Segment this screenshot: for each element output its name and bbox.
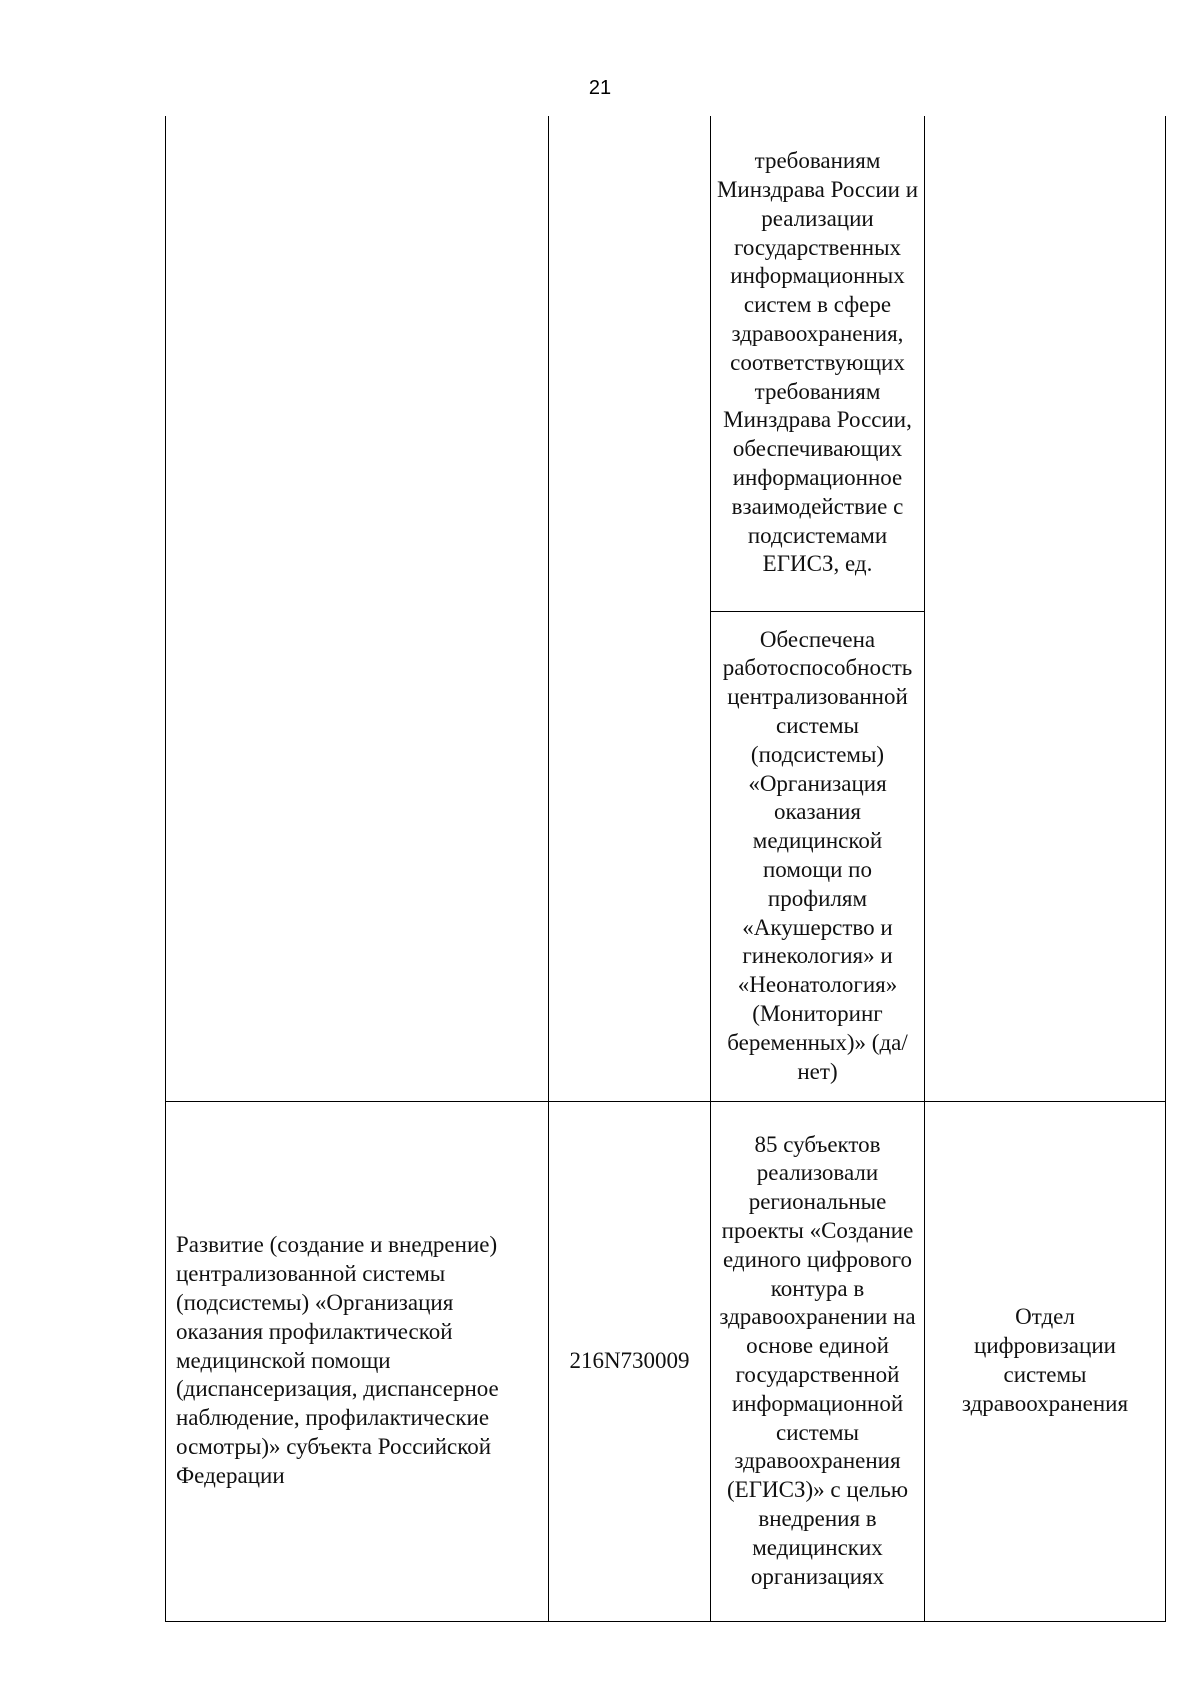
- responsible-unit: Отдел цифровизации системы здравоохранения: [961, 1304, 1129, 1416]
- table-cell-name: [166, 1101, 549, 1621]
- table-cell-responsible: [925, 1101, 1166, 1621]
- table-cell-responsible: [925, 116, 1166, 1101]
- table-cell-code: [549, 116, 711, 1101]
- measure-name: Развитие (создание и внедрение) централизованной системы (подсистемы) «Организация оказания профилактической медицинской помощи (диспансеризация, диспансерное наблюдение, профилактические осмотры)» субъекта Российской Федерации: [176, 1232, 499, 1488]
- indicator-text: 85 субъектов реализовали региональные проекты «Создание единого цифрового контура в здравоохранении на основе единой государственной информационной системы здравоохранения (ЕГИСЗ)» с целью внедрения в медицинских организациях: [719, 1131, 916, 1589]
- table-row: [166, 1101, 1166, 1621]
- indicator-text: требованиям Минздрава России и реализации государственных информационных систем в сфере здравоохранения, соответствующих требованиям Минздрава России, обеспечивающих информационное взаимодействие с подсистемами ЕГИСЗ, ед.: [716, 148, 919, 577]
- measure-code: 216N730009: [569, 1347, 690, 1373]
- table-cell-indicator: [711, 116, 925, 611]
- table-row-continued: [166, 116, 1166, 611]
- page-number: 21: [588, 77, 612, 99]
- table-cell-indicator: [711, 611, 925, 1101]
- measures-table: [165, 116, 1166, 1622]
- table-cell-indicator: [711, 1101, 925, 1621]
- table-cell-code: [549, 1101, 711, 1621]
- indicator-text: Обеспечена работоспособность централизованной системы (подсистемы) «Организация оказания медицинской помощи по профилям «Акушерство и гинекология» и «Неонатология» (Мониторинг беременных)» (да/нет): [722, 626, 913, 1084]
- table-cell-name: [166, 116, 549, 1101]
